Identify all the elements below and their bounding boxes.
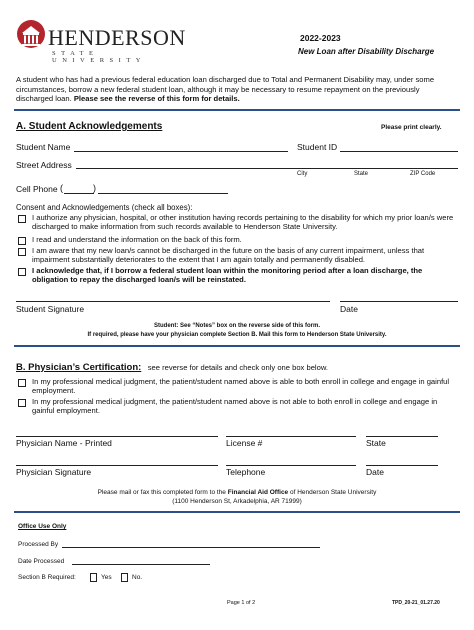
certification-option [18,377,458,395]
mail-instructions [0,489,474,496]
consent-checkbox[interactable] [18,248,26,256]
certification-text: In my professional medical judgment, the patient/student named above is not able to both enroll in college and engage in gainful employment. [32,397,438,416]
divider [14,109,460,111]
no-label: No. [132,574,143,581]
cell-phone-paren: ( [60,183,63,193]
license-field[interactable] [226,436,356,437]
cell-phone-paren-close: ) [93,183,96,193]
intro-body: A student who has had a previous federal education loan discharged due to Total and Permanent Disability may, under some circumstances, borrow a new federal student loan, although it may be necessary to resume repayment on the previously discharged loan. [16,75,435,103]
building-icon [16,19,46,55]
section-b-subtitle: see reverse for details and check only one box below. [147,363,328,372]
consent-item [18,266,458,284]
student-name-field[interactable] [74,151,288,152]
student-note: Student: See “Notes” box on the reverse side of this form. [153,323,321,329]
form-year: 2022-2023 [300,33,341,43]
mail-pre: Please mail or fax this completed form to the [97,489,226,496]
city-label: City [297,171,308,177]
student-name-label: Student Name [16,142,71,152]
logo-subtitle: STATE UNIVERSITY [52,50,146,64]
section-b-required-label: Section B Required: [18,574,76,581]
physician-name-field[interactable] [16,436,218,437]
student-id-label: Student ID [297,142,338,152]
date-processed-field[interactable] [72,564,210,565]
student-date-label: Date [340,304,358,314]
physician-signature-label: Physician Signature [16,467,92,477]
mail-address: (1100 Henderson St, Arkadelphia, AR 71999) [172,498,302,505]
license-label: License # [226,438,263,448]
processed-by-field[interactable] [62,547,320,548]
consent-item [18,213,458,231]
state-label: State [354,171,369,177]
consent-text: I am aware that my new loan/s cannot be discharged in the future on the basis of any current impairment, unless that impairment substantially deteriorates to the extent that I am again totally and permanently disabled. [32,246,425,265]
student-date-field[interactable] [340,301,458,302]
consent-checkbox[interactable] [18,237,26,245]
no-checkbox[interactable] [121,573,128,582]
physician-state-label: State [366,438,386,448]
page-number: Page 1 of 2 [227,600,256,606]
certification-option [18,397,458,415]
student-signature-label: Student Signature [16,304,85,314]
physician-signature-field[interactable] [16,465,218,466]
street-address-field[interactable] [76,168,458,169]
consent-item [18,246,458,264]
consent-heading: Consent and Acknowledgements (check all boxes): [16,203,193,212]
logo-name: HENDERSON [48,25,186,50]
certification-text: In my professional medical judgment, the patient/student named above is able to both enroll in college and engage in gainful employment. [32,377,450,396]
form-code: TPD_20-21_01.27.20 [392,600,440,606]
telephone-field[interactable] [226,465,356,466]
certification-checkbox[interactable] [18,379,26,387]
logo [16,19,186,64]
section-a-title: A. Student Acknowledgements [16,121,163,132]
office-use-title: Office Use Only [18,523,67,530]
cell-phone-field[interactable] [98,193,228,194]
consent-text: I acknowledge that, if I borrow a federal student loan within the monitoring period after a loan discharge, the obligation to repay the discharged loan/s will be reinstated. [32,266,423,285]
section-b-title: B. Physician’s Certification: [16,362,142,373]
cell-phone-area-field[interactable] [64,193,94,194]
consent-text: I read and understand the information on the back of this form. [32,235,242,244]
yes-label: Yes [101,574,112,581]
form-title: New Loan after Disability Discharge [298,47,435,56]
student-signature-field[interactable] [16,301,330,302]
intro-bold: Please see the reverse of this form for details. [73,94,240,103]
zip-label: ZIP Code [410,171,436,177]
divider [14,511,460,513]
student-id-field[interactable] [340,151,458,152]
consent-checkbox[interactable] [18,268,26,276]
physician-date-label: Date [366,467,384,477]
consent-checkbox[interactable] [18,215,26,223]
date-processed-label: Date Processed [18,558,65,565]
processed-by-label: Processed By [18,541,59,548]
physician-note: If required, please have your physician complete Section B. Mail this form to Henderson State University. [87,332,387,338]
consent-item [18,235,458,244]
consent-text: I authorize any physician, hospital, or other institution having records pertaining to the disability for which my prior loan/s were discharged to make information from such records available to Henderson State University. [32,213,454,232]
intro-text [16,75,456,104]
yes-checkbox[interactable] [90,573,97,582]
telephone-label: Telephone [226,467,266,477]
certification-checkbox[interactable] [18,399,26,407]
physician-name-label: Physician Name - Printed [16,438,112,448]
print-note: Please print clearly. [381,124,442,131]
physician-state-field[interactable] [366,436,438,437]
physician-date-field[interactable] [366,465,438,466]
street-address-label: Street Address [16,160,72,170]
section-b-heading [16,357,328,375]
divider [14,345,460,347]
financial-aid-office: Financial Aid Office [227,489,289,496]
mail-post: of Henderson State University [289,489,377,496]
cell-phone-label: Cell Phone [16,184,58,194]
